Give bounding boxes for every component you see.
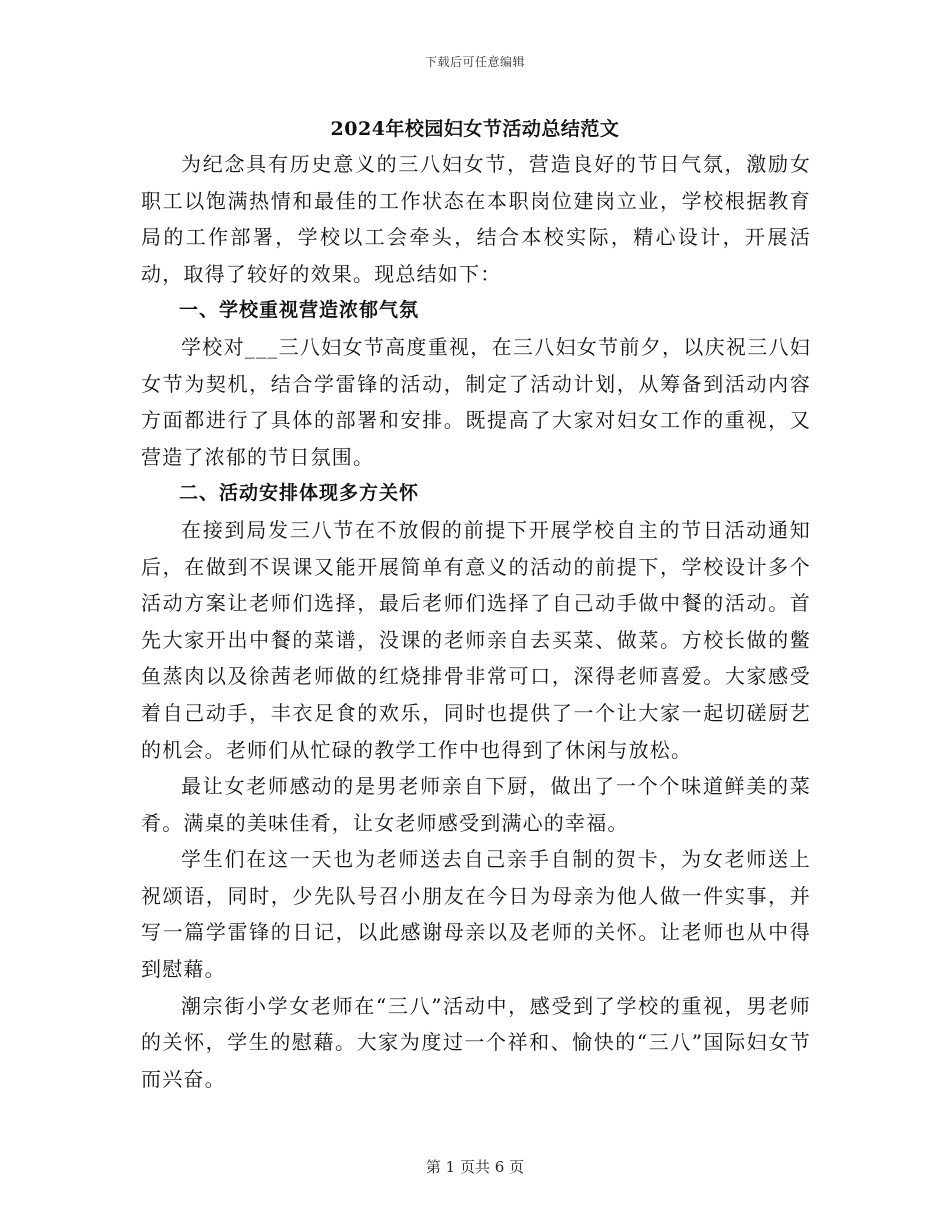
section-1-heading: 一、学校重视营造浓郁气氛 xyxy=(179,299,420,322)
header-note: 下载后可任意编辑 xyxy=(424,55,525,69)
section-2-paragraph-3: 学生们在这一天也为老师送去自己亲手自制的贺卡，为女老师送上祝颂语，同时，少先队号召小朋友在今日为母亲为他人做一件实事，并写一篇学雷锋的日记，以此感谢母亲以及老师的关怀。让老师也从中得到慰藉。 xyxy=(141,847,811,982)
section-2-paragraph-1: 在接到局发三八节在不放假的前提下开展学校自主的节日活动通知后，在做到不误课又能开展简单有意义的活动的前提下，学校设计多个活动方案让老师们选择，最后老师们选择了自己动手做中餐的活动。首先大家开出中餐的菜谱，没课的老师亲自去买菜、做菜。方校长做的鳖鱼蒸肉以及徐茜老师做的红烧排骨非常可口，深得老师喜爱。大家感受着自己动手，丰衣足食的欢乐，同时也提供了一个让大家一起切磋厨艺的机会。老师们从忙碌的教学工作中也得到了休闲与放松。 xyxy=(141,517,811,762)
intro-paragraph: 为纪念具有历史意义的三八妇女节，营造良好的节日气氛，激励女职工以饱满热情和最佳的工作状态在本职岗位建岗立业，学校根据教育局的工作部署，学校以工会牵头，结合本校实际，精心设计，开展活动，取得了较好的效果。现总结如下： xyxy=(141,152,811,286)
document-title: 2024年校园妇女节活动总结范文 xyxy=(330,118,620,140)
document-body xyxy=(141,146,811,1097)
section-1-paragraph-1: 学校对___三八妇女节高度重视，在三八妇女节前夕，以庆祝三八妇女节为契机，结合学雷锋的活动，制定了活动计划，从筹备到活动内容方面都进行了具体的部署和安排。既提高了大家对妇女工作的重视，又营造了浓郁的节日氛围。 xyxy=(141,334,811,469)
section-2-paragraph-4: 潮宗街小学女老师在“三八”活动中，感受到了学校的重视，男老师的关怀，学生的慰藉。大家为度过一个祥和、愉快的“三八”国际妇女节而兴奋。 xyxy=(141,993,811,1091)
section-2-heading: 二、活动安排体现多方关怀 xyxy=(179,482,420,505)
page-footer: 第 1 页共 6 页 xyxy=(425,1158,525,1176)
section-2-paragraph-2: 最让女老师感动的是男老师亲自下厨，做出了一个个味道鲜美的菜肴。满桌的美味佳肴，让女老师感受到满心的幸福。 xyxy=(141,774,811,835)
